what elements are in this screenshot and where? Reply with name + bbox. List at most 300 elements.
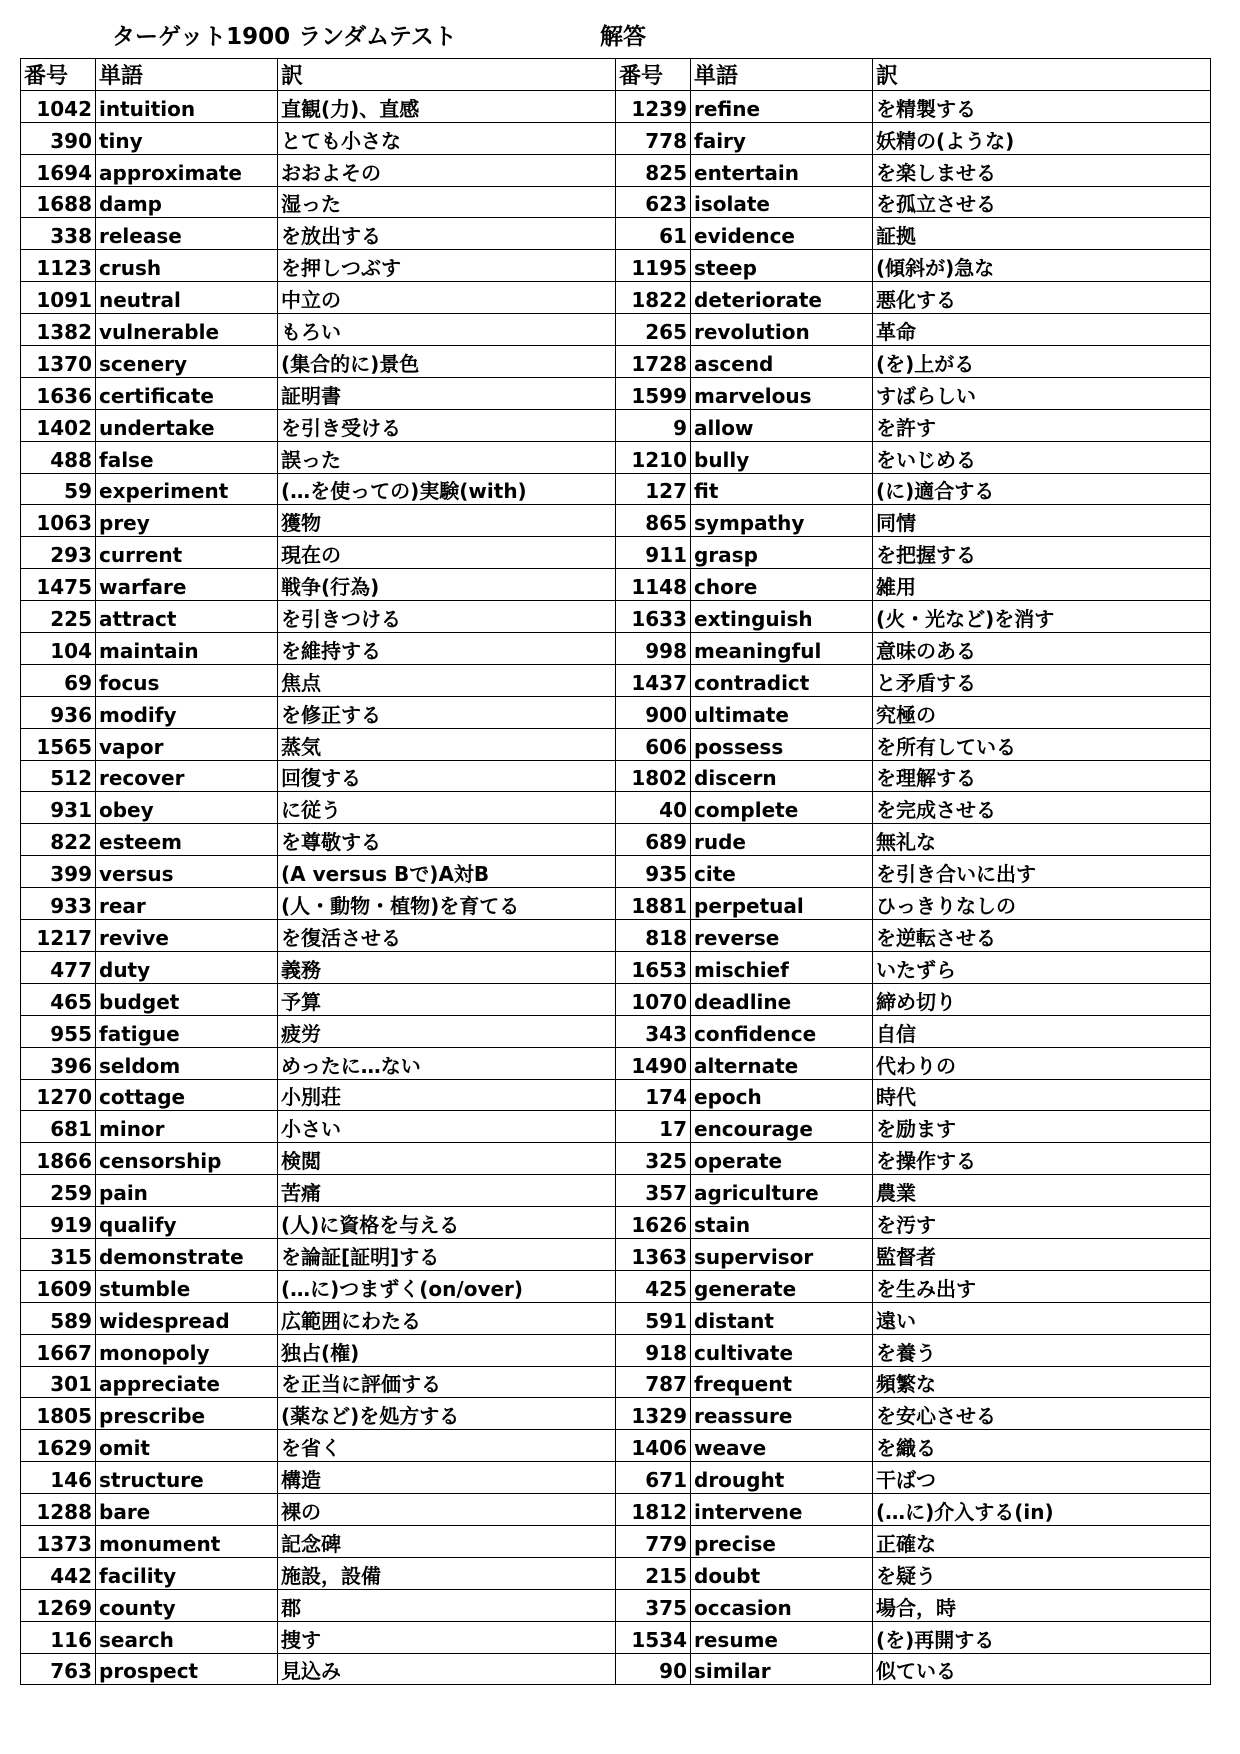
cell-translation-left: 郡 (278, 1589, 616, 1621)
cell-word-right: deadline (691, 983, 873, 1015)
table-row (21, 377, 1211, 409)
cell-number-right: 1490 (616, 1047, 691, 1079)
cell-translation-left: (A versus Bで)A対B (278, 856, 616, 888)
table-row (21, 760, 1211, 792)
cell-number-left: 1688 (21, 186, 96, 218)
cell-translation-right: 究極の (873, 696, 1211, 728)
cell-number-left: 116 (21, 1621, 96, 1653)
table-row (21, 1653, 1211, 1685)
cell-number-left: 1694 (21, 154, 96, 186)
cell-number-right: 1406 (616, 1430, 691, 1462)
cell-number-left: 1270 (21, 1079, 96, 1111)
cell-translation-left: 誤った (278, 441, 616, 473)
cell-translation-right: 干ばつ (873, 1462, 1211, 1494)
cell-translation-left: 見込み (278, 1653, 616, 1685)
cell-number-right: 1599 (616, 377, 691, 409)
cell-translation-left: を維持する (278, 633, 616, 665)
cell-word-right: perpetual (691, 888, 873, 920)
cell-word-left: scenery (96, 346, 278, 378)
cell-word-left: tiny (96, 122, 278, 154)
cell-word-right: grasp (691, 537, 873, 569)
cell-word-right: cultivate (691, 1334, 873, 1366)
cell-word-right: isolate (691, 186, 873, 218)
cell-number-left: 488 (21, 441, 96, 473)
cell-word-left: undertake (96, 409, 278, 441)
cell-word-left: monument (96, 1525, 278, 1557)
cell-word-left: maintain (96, 633, 278, 665)
table-row (21, 1079, 1211, 1111)
cell-translation-right: 農業 (873, 1175, 1211, 1207)
cell-word-left: obey (96, 792, 278, 824)
cell-word-left: duty (96, 951, 278, 983)
cell-number-right: 61 (616, 218, 691, 250)
cell-number-right: 174 (616, 1079, 691, 1111)
cell-translation-right: を励ます (873, 1111, 1211, 1143)
cell-word-left: pain (96, 1175, 278, 1207)
cell-word-right: steep (691, 250, 873, 282)
cell-word-left: county (96, 1589, 278, 1621)
cell-word-right: distant (691, 1302, 873, 1334)
cell-translation-right: 正確な (873, 1525, 1211, 1557)
cell-word-left: focus (96, 664, 278, 696)
cell-number-right: 911 (616, 537, 691, 569)
cell-word-right: precise (691, 1525, 873, 1557)
table-row (21, 282, 1211, 314)
cell-number-left: 931 (21, 792, 96, 824)
table-row (21, 1589, 1211, 1621)
table-row (21, 1462, 1211, 1494)
cell-translation-right: を所有している (873, 728, 1211, 760)
cell-word-left: current (96, 537, 278, 569)
vocab-table (20, 58, 1211, 1685)
cell-word-left: false (96, 441, 278, 473)
cell-translation-left: 蒸気 (278, 728, 616, 760)
cell-number-left: 390 (21, 122, 96, 154)
cell-word-right: ascend (691, 346, 873, 378)
cell-translation-left: 小別荘 (278, 1079, 616, 1111)
cell-translation-right: 雑用 (873, 569, 1211, 601)
cell-word-right: frequent (691, 1366, 873, 1398)
cell-number-left: 1091 (21, 282, 96, 314)
cell-translation-right: いたずら (873, 951, 1211, 983)
table-row (21, 1430, 1211, 1462)
cell-word-right: reverse (691, 920, 873, 952)
answer-label: 解答 (600, 24, 646, 50)
cell-word-left: damp (96, 186, 278, 218)
cell-translation-right: を引き合いに出す (873, 856, 1211, 888)
cell-translation-left: を放出する (278, 218, 616, 250)
cell-number-left: 225 (21, 601, 96, 633)
cell-number-right: 825 (616, 154, 691, 186)
cell-translation-right: (に)適合する (873, 473, 1211, 505)
cell-word-right: stain (691, 1207, 873, 1239)
cell-word-left: fatigue (96, 1015, 278, 1047)
cell-word-left: prescribe (96, 1398, 278, 1430)
cell-number-left: 1217 (21, 920, 96, 952)
cell-number-left: 1042 (21, 90, 96, 122)
cell-number-right: 40 (616, 792, 691, 824)
cell-translation-left: 捜す (278, 1621, 616, 1653)
cell-word-left: demonstrate (96, 1238, 278, 1270)
cell-translation-left: 疲労 (278, 1015, 616, 1047)
cell-number-left: 1370 (21, 346, 96, 378)
cell-word-right: fit (691, 473, 873, 505)
cell-number-right: 17 (616, 1111, 691, 1143)
table-row (21, 983, 1211, 1015)
cell-translation-right: を織る (873, 1430, 1211, 1462)
table-row (21, 250, 1211, 282)
cell-word-left: rear (96, 888, 278, 920)
cell-translation-left: 記念碑 (278, 1525, 616, 1557)
cell-word-left: omit (96, 1430, 278, 1462)
cell-number-right: 1210 (616, 441, 691, 473)
cell-number-left: 104 (21, 633, 96, 665)
cell-word-left: attract (96, 601, 278, 633)
cell-translation-right: を許す (873, 409, 1211, 441)
cell-translation-right: 自信 (873, 1015, 1211, 1047)
table-row (21, 1366, 1211, 1398)
cell-word-right: refine (691, 90, 873, 122)
cell-number-right: 900 (616, 696, 691, 728)
cell-translation-left: を押しつぶす (278, 250, 616, 282)
cell-translation-left: を引き受ける (278, 409, 616, 441)
table-row (21, 1334, 1211, 1366)
table-row (21, 696, 1211, 728)
cell-word-right: extinguish (691, 601, 873, 633)
table-row (21, 473, 1211, 505)
cell-number-left: 1475 (21, 569, 96, 601)
table-row (21, 1270, 1211, 1302)
cell-translation-left: 独占(権) (278, 1334, 616, 1366)
cell-translation-left: 直観(力)、直感 (278, 90, 616, 122)
cell-number-left: 69 (21, 664, 96, 696)
table-row (21, 186, 1211, 218)
cell-translation-left: めったに…ない (278, 1047, 616, 1079)
cell-word-right: similar (691, 1653, 873, 1685)
cell-translation-left: 獲物 (278, 505, 616, 537)
cell-number-left: 1402 (21, 409, 96, 441)
cell-word-left: intuition (96, 90, 278, 122)
cell-translation-left: (薬など)を処方する (278, 1398, 616, 1430)
cell-number-right: 623 (616, 186, 691, 218)
cell-word-right: contradict (691, 664, 873, 696)
table-row (21, 1207, 1211, 1239)
cell-number-left: 512 (21, 760, 96, 792)
cell-number-left: 1382 (21, 314, 96, 346)
cell-translation-right: 無礼な (873, 824, 1211, 856)
cell-word-right: mischief (691, 951, 873, 983)
table-row (21, 601, 1211, 633)
cell-word-right: generate (691, 1270, 873, 1302)
cell-translation-left: (…を使っての)実験(with) (278, 473, 616, 505)
table-row (21, 1175, 1211, 1207)
cell-number-right: 606 (616, 728, 691, 760)
cell-translation-left: おおよその (278, 154, 616, 186)
cell-translation-left: を尊敬する (278, 824, 616, 856)
cell-translation-left: (集合的に)景色 (278, 346, 616, 378)
cell-number-left: 955 (21, 1015, 96, 1047)
cell-word-left: release (96, 218, 278, 250)
cell-number-left: 1667 (21, 1334, 96, 1366)
cell-word-right: possess (691, 728, 873, 760)
cell-translation-right: 妖精の(ような) (873, 122, 1211, 154)
cell-translation-left: 焦点 (278, 664, 616, 696)
cell-number-right: 265 (616, 314, 691, 346)
cell-number-left: 477 (21, 951, 96, 983)
cell-number-right: 918 (616, 1334, 691, 1366)
cell-number-right: 779 (616, 1525, 691, 1557)
cell-number-right: 671 (616, 1462, 691, 1494)
cell-translation-left: 戦争(行為) (278, 569, 616, 601)
cell-translation-right: ひっきりなしの (873, 888, 1211, 920)
cell-translation-right: を安心させる (873, 1398, 1211, 1430)
cell-translation-right: を養う (873, 1334, 1211, 1366)
cell-number-left: 681 (21, 1111, 96, 1143)
table-row (21, 1015, 1211, 1047)
cell-word-left: search (96, 1621, 278, 1653)
cell-number-right: 1633 (616, 601, 691, 633)
cell-translation-right: (を)上がる (873, 346, 1211, 378)
cell-word-left: facility (96, 1557, 278, 1589)
table-row (21, 1494, 1211, 1526)
cell-word-left: crush (96, 250, 278, 282)
table-row (21, 505, 1211, 537)
cell-word-left: versus (96, 856, 278, 888)
table-row (21, 856, 1211, 888)
table-row (21, 1398, 1211, 1430)
cell-number-left: 1123 (21, 250, 96, 282)
cell-translation-right: を完成させる (873, 792, 1211, 824)
cell-word-right: alternate (691, 1047, 873, 1079)
cell-number-left: 293 (21, 537, 96, 569)
cell-number-right: 778 (616, 122, 691, 154)
cell-number-right: 1239 (616, 90, 691, 122)
cell-translation-left: 施設，設備 (278, 1557, 616, 1589)
cell-translation-left: もろい (278, 314, 616, 346)
cell-number-left: 589 (21, 1302, 96, 1334)
table-row (21, 633, 1211, 665)
cell-number-left: 315 (21, 1238, 96, 1270)
cell-number-left: 146 (21, 1462, 96, 1494)
cell-number-right: 787 (616, 1366, 691, 1398)
cell-word-right: marvelous (691, 377, 873, 409)
table-row (21, 409, 1211, 441)
cell-number-left: 763 (21, 1653, 96, 1685)
cell-word-left: censorship (96, 1143, 278, 1175)
cell-number-right: 343 (616, 1015, 691, 1047)
cell-translation-left: 中立の (278, 282, 616, 314)
cell-translation-right: 締め切り (873, 983, 1211, 1015)
table-row (21, 346, 1211, 378)
cell-number-right: 1822 (616, 282, 691, 314)
cell-number-left: 936 (21, 696, 96, 728)
cell-word-right: intervene (691, 1494, 873, 1526)
cell-word-left: warfare (96, 569, 278, 601)
cell-word-left: budget (96, 983, 278, 1015)
cell-number-left: 59 (21, 473, 96, 505)
table-row (21, 441, 1211, 473)
table-row (21, 314, 1211, 346)
cell-translation-right: (…に)介入する(in) (873, 1494, 1211, 1526)
cell-word-left: experiment (96, 473, 278, 505)
page-title: ターゲット1900 ランダムテスト (112, 24, 457, 50)
cell-translation-left: 証明書 (278, 377, 616, 409)
cell-translation-right: 頻繁な (873, 1366, 1211, 1398)
cell-translation-right: を汚す (873, 1207, 1211, 1239)
cell-number-right: 818 (616, 920, 691, 952)
cell-translation-right: を生み出す (873, 1270, 1211, 1302)
table-row (21, 1302, 1211, 1334)
cell-word-right: agriculture (691, 1175, 873, 1207)
table-row (21, 1111, 1211, 1143)
cell-number-left: 1805 (21, 1398, 96, 1430)
cell-translation-right: 革命 (873, 314, 1211, 346)
cell-translation-left: を修正する (278, 696, 616, 728)
cell-number-left: 1269 (21, 1589, 96, 1621)
cell-translation-right: 時代 (873, 1079, 1211, 1111)
cell-word-right: chore (691, 569, 873, 601)
cell-word-left: appreciate (96, 1366, 278, 1398)
table-row (21, 728, 1211, 760)
cell-number-left: 1629 (21, 1430, 96, 1462)
cell-translation-right: 場合，時 (873, 1589, 1211, 1621)
cell-word-left: certificate (96, 377, 278, 409)
table-row (21, 664, 1211, 696)
cell-word-right: bully (691, 441, 873, 473)
cell-number-right: 215 (616, 1557, 691, 1589)
cell-word-right: operate (691, 1143, 873, 1175)
table-row (21, 951, 1211, 983)
cell-number-right: 425 (616, 1270, 691, 1302)
cell-number-left: 396 (21, 1047, 96, 1079)
cell-translation-left: に従う (278, 792, 616, 824)
table-row (21, 537, 1211, 569)
cell-translation-right: 監督者 (873, 1238, 1211, 1270)
cell-translation-left: 回復する (278, 760, 616, 792)
cell-translation-right: を疑う (873, 1557, 1211, 1589)
cell-word-left: prey (96, 505, 278, 537)
table-row (21, 1047, 1211, 1079)
cell-translation-right: 同情 (873, 505, 1211, 537)
cell-translation-right: 代わりの (873, 1047, 1211, 1079)
table-row (21, 792, 1211, 824)
cell-number-right: 689 (616, 824, 691, 856)
cell-word-right: weave (691, 1430, 873, 1462)
cell-word-left: seldom (96, 1047, 278, 1079)
cell-translation-right: と矛盾する (873, 664, 1211, 696)
cell-word-right: epoch (691, 1079, 873, 1111)
cell-number-right: 1195 (616, 250, 691, 282)
cell-word-left: approximate (96, 154, 278, 186)
cell-translation-left: を論証[証明]する (278, 1238, 616, 1270)
cell-translation-right: 証拠 (873, 218, 1211, 250)
cell-translation-right: すばらしい (873, 377, 1211, 409)
cell-number-left: 1063 (21, 505, 96, 537)
cell-translation-left: 検閲 (278, 1143, 616, 1175)
cell-translation-left: 小さい (278, 1111, 616, 1143)
cell-number-right: 1728 (616, 346, 691, 378)
cell-number-left: 259 (21, 1175, 96, 1207)
header-row (21, 59, 1211, 91)
cell-word-left: modify (96, 696, 278, 728)
cell-translation-left: 広範囲にわたる (278, 1302, 616, 1334)
cell-number-right: 90 (616, 1653, 691, 1685)
cell-word-right: rude (691, 824, 873, 856)
cell-number-right: 1148 (616, 569, 691, 601)
cell-word-left: vapor (96, 728, 278, 760)
cell-word-right: resume (691, 1621, 873, 1653)
cell-number-left: 1866 (21, 1143, 96, 1175)
cell-translation-left: (人)に資格を与える (278, 1207, 616, 1239)
cell-translation-right: 似ている (873, 1653, 1211, 1685)
cell-translation-right: を操作する (873, 1143, 1211, 1175)
cell-word-left: revive (96, 920, 278, 952)
cell-word-left: bare (96, 1494, 278, 1526)
cell-word-right: revolution (691, 314, 873, 346)
header-number-right: 番号 (616, 59, 691, 91)
cell-word-left: qualify (96, 1207, 278, 1239)
table-row (21, 1143, 1211, 1175)
table-row (21, 1621, 1211, 1653)
cell-number-right: 1070 (616, 983, 691, 1015)
cell-word-left: vulnerable (96, 314, 278, 346)
cell-number-left: 1288 (21, 1494, 96, 1526)
cell-number-left: 338 (21, 218, 96, 250)
cell-translation-right: を理解する (873, 760, 1211, 792)
cell-word-left: neutral (96, 282, 278, 314)
cell-word-left: esteem (96, 824, 278, 856)
cell-translation-right: 遠い (873, 1302, 1211, 1334)
cell-translation-right: 意味のある (873, 633, 1211, 665)
cell-number-right: 1437 (616, 664, 691, 696)
table-row (21, 1557, 1211, 1589)
cell-translation-left: 予算 (278, 983, 616, 1015)
cell-word-left: minor (96, 1111, 278, 1143)
cell-number-right: 1534 (616, 1621, 691, 1653)
cell-number-right: 591 (616, 1302, 691, 1334)
cell-number-right: 935 (616, 856, 691, 888)
cell-translation-right: (傾斜が)急な (873, 250, 1211, 282)
cell-word-right: supervisor (691, 1238, 873, 1270)
header-word-left: 単語 (96, 59, 278, 91)
table-row (21, 824, 1211, 856)
cell-number-right: 865 (616, 505, 691, 537)
cell-translation-right: を逆転させる (873, 920, 1211, 952)
cell-word-left: prospect (96, 1653, 278, 1685)
table-row (21, 569, 1211, 601)
cell-word-left: structure (96, 1462, 278, 1494)
cell-translation-right: を把握する (873, 537, 1211, 569)
cell-number-right: 1812 (616, 1494, 691, 1526)
cell-number-left: 442 (21, 1557, 96, 1589)
cell-number-right: 127 (616, 473, 691, 505)
cell-word-right: sympathy (691, 505, 873, 537)
cell-number-left: 1609 (21, 1270, 96, 1302)
cell-number-right: 998 (616, 633, 691, 665)
cell-translation-left: を省く (278, 1430, 616, 1462)
header-number-left: 番号 (21, 59, 96, 91)
cell-number-right: 1363 (616, 1238, 691, 1270)
cell-word-right: discern (691, 760, 873, 792)
cell-translation-left: とても小さな (278, 122, 616, 154)
cell-word-right: cite (691, 856, 873, 888)
cell-word-left: recover (96, 760, 278, 792)
cell-translation-left: を引きつける (278, 601, 616, 633)
cell-word-right: allow (691, 409, 873, 441)
table-row (21, 90, 1211, 122)
cell-word-left: stumble (96, 1270, 278, 1302)
cell-translation-left: (…に)つまずく(on/over) (278, 1270, 616, 1302)
